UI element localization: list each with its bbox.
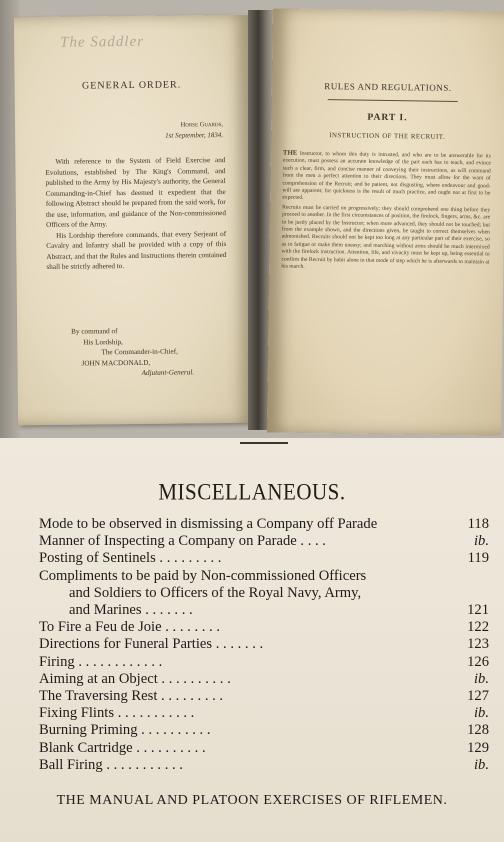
contents-scan	[0, 438, 504, 842]
contents-entry: To Fire a Feu de Joie . . . . . . . . 122	[39, 619, 489, 636]
contents-entry: Posting of Sentinels . . . . . . . . . 119	[39, 550, 489, 567]
order-date: 1st September, 1834.	[165, 131, 224, 140]
rules-body	[281, 150, 491, 276]
signature-line: By command of	[71, 327, 118, 336]
order-place: Horse Guards,	[180, 121, 224, 129]
rules-heading: RULES AND REGULATIONS.	[324, 81, 452, 93]
rules-paragraph: THE Instructor, to whom this duty is intrusted, and who are to be answerable for its execution, must possess an accurate knowledge of the part each has to teach, and evince such a clear, firm, and concise manner of conveying their instructions, as will command from the men a perfect attention to their directions. They must allow for the want of comprehension of the Recruit; and be patient, not disgusting, where endeavour and good-will are apparent; for quickness is the result of much practice, and ought not at first to be expected.	[282, 149, 491, 202]
divider	[328, 99, 458, 102]
page-number: ib.	[474, 670, 489, 687]
page-number: 123	[467, 636, 489, 653]
contents-entry: Blank Cartridge . . . . . . . . . . 129	[39, 739, 489, 756]
order-paragraph: His Lordship therefore commands, that every Serjeant of Cavalry and Infantry shall be provided with a copy of this Abstract, and that the Rules and Instructions therein contained shall be strictly adhered to.	[46, 229, 227, 271]
contents-entry: Firing . . . . . . . . . . . . 126	[39, 653, 489, 670]
section-subheading: INSTRUCTION OF THE RECRUIT.	[329, 132, 446, 141]
rules-paragraph: Recruits must be carried on progressively; they should comprehend one thing before they proceed to another. In the first circumstances of position, the firelock, fingers, arms, &c. are to be justly placed by the Instructor; when more advanced, they should not be touched; but from the example shown, and the directions given, be taught to correct themselves when admonished. Recruits should not be kept too long at any particular part of their exercise, so as to fatigue or make them uneasy; and marching without arms should be much intermixed with the firelock instruction. Attention, life, and vivacity must be kept up, being essential to confirm the Recruit by habit alone in that mode of step which he is afterwards to maintain at his march.	[281, 204, 491, 270]
contents-entry: Aiming at an Object . . . . . . . . . . ib.	[39, 670, 489, 687]
signature-title: Adjutant-General.	[141, 368, 195, 377]
contents-entry: The Traversing Rest . . . . . . . . . 127	[39, 688, 489, 705]
order-body	[45, 155, 226, 272]
order-signature	[71, 325, 242, 379]
contents-entry: Fixing Flints . . . . . . . . . . . ib.	[39, 705, 489, 722]
page-number: 126	[467, 653, 489, 670]
signature-line: His Lordship,	[83, 337, 123, 347]
page-number: ib.	[474, 705, 489, 722]
left-page	[14, 15, 252, 425]
signature-line: The Commander-in-Chief,	[101, 347, 178, 357]
right-page	[267, 8, 504, 435]
signature-name: JOHN MACDONALD,	[81, 358, 151, 368]
next-section-heading: THE MANUAL AND PLATOON EXERCISES OF RIFLEMEN.	[56, 793, 448, 808]
contents-entry: Burning Priming . . . . . . . . . . 128	[39, 722, 489, 739]
contents-list	[39, 516, 491, 774]
page-number: 129	[467, 739, 489, 756]
page-number: 128	[467, 722, 489, 739]
contents-entry: Directions for Funeral Parties . . . . . . . 123	[39, 636, 489, 653]
handwritten-inscription: The Saddler	[60, 33, 145, 51]
drop-word: THE	[282, 149, 298, 157]
contents-entry: Mode to be observed in dismissing a Company off Parade 118	[39, 516, 489, 532]
page-number: 121	[467, 602, 489, 619]
page-number: 127	[467, 688, 489, 705]
page-number: 122	[467, 619, 489, 636]
part-heading: PART I.	[367, 112, 408, 124]
section-title: MISCELLANEOUS.	[158, 479, 346, 505]
page-number: ib.	[474, 533, 489, 550]
contents-entry: Compliments to be paid by Non-commissioned Officers and Soldiers to Officers of the Royal Navy, Army, and Marines . . . . . . . 121	[39, 567, 489, 619]
page-number: ib.	[474, 756, 489, 773]
contents-entry: Ball Firing . . . . . . . . . . . ib.	[39, 756, 489, 773]
divider	[240, 442, 288, 444]
page-number: 119	[467, 550, 489, 567]
order-paragraph: With reference to the System of Field Exercise and Evolutions, established by The King's Command, and published to the Army by His Majesty's authority, the General Commanding-in-Chief has deemed it expedient that the following Abstract should be prepared from the said work, for the use, information, and guidance of the Non-commissioned Officers of the Army.	[45, 156, 226, 229]
page-number: 118	[467, 516, 489, 532]
contents-entry: Manner of Inspecting a Company on Parade . . . . ib.	[39, 533, 489, 550]
general-order-heading: GENERAL ORDER.	[81, 79, 182, 92]
